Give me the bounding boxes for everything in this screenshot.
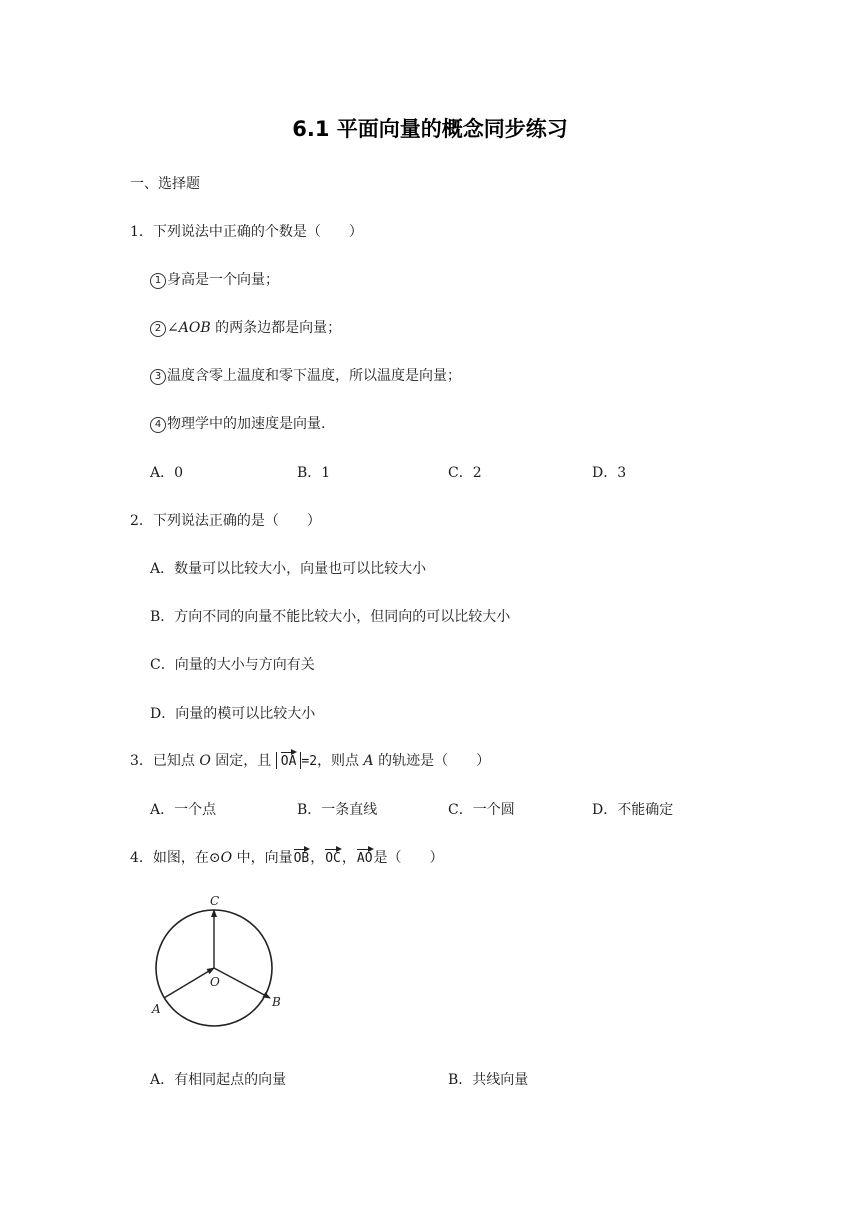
- question-1-item-4: [150, 413, 325, 433]
- stem-text: 固定，且: [210, 753, 276, 769]
- point-a: A: [363, 753, 374, 769]
- vector-magnitude: [276, 752, 302, 769]
- label-c: C: [210, 894, 220, 908]
- item-text: 温度含零上温度和零下温度，所以温度是向量；: [167, 368, 461, 384]
- question-1-item-3: [150, 365, 461, 385]
- question-1-option-c[interactable]: C．2: [448, 465, 482, 481]
- stem-text: 中，向量: [232, 850, 293, 866]
- vector-ao: AO: [356, 851, 373, 866]
- question-1-stem: 1．下列说法中正确的个数是（ ）: [130, 224, 363, 240]
- label-o: O: [210, 975, 220, 989]
- stem-text: ，则点: [317, 753, 364, 769]
- item-text: 身高是一个向量；: [167, 272, 279, 288]
- question-2-option-c[interactable]: C．向量的大小与方向有关: [150, 657, 315, 673]
- question-1-option-d[interactable]: D．3: [592, 465, 627, 481]
- question-2-option-d[interactable]: D．向量的模可以比较大小: [150, 706, 316, 722]
- circled-number: 4: [150, 417, 166, 433]
- angle-symbol: ∠: [167, 320, 179, 336]
- separator: ，: [310, 850, 325, 866]
- question-3-option-b[interactable]: B．一条直线: [297, 802, 378, 818]
- angle-name: AOB: [178, 320, 211, 336]
- question-3-stem: [130, 750, 490, 770]
- circled-number: 1: [150, 273, 166, 289]
- question-1-option-a[interactable]: A．0: [150, 465, 184, 481]
- vector-oc: OC: [325, 851, 341, 866]
- label-b: B: [272, 995, 281, 1009]
- vector-oa: OA: [280, 754, 297, 769]
- question-4-stem: [130, 847, 444, 867]
- point-o: O: [220, 850, 233, 866]
- question-3-option-d[interactable]: D．不能确定: [592, 802, 674, 818]
- circled-number: 3: [150, 369, 166, 385]
- circled-number: 2: [150, 321, 166, 337]
- question-1-option-b[interactable]: B．1: [297, 465, 331, 481]
- question-2-option-a[interactable]: A．数量可以比较大小，向量也可以比较大小: [150, 561, 427, 577]
- separator: ，: [341, 850, 356, 866]
- vector-ob: OB: [293, 851, 310, 866]
- question-1-item-2: [150, 317, 341, 337]
- stem-text: 4．如图，在⊙: [130, 850, 221, 866]
- stem-text: 3．已知点: [130, 753, 200, 769]
- question-3-option-a[interactable]: A．一个点: [150, 802, 217, 818]
- page-title: 6.1 平面向量的概念同步练习: [292, 117, 568, 141]
- item-text: 的两条边都是向量；: [215, 320, 342, 336]
- question-3-option-c[interactable]: C．一个圆: [448, 802, 515, 818]
- stem-text: 的轨迹是（ ）: [373, 753, 491, 769]
- item-text: 物理学中的加速度是向量.: [167, 416, 326, 432]
- equals-value: =2: [301, 754, 318, 769]
- section-heading: 一、选择题: [130, 176, 200, 192]
- question-1-item-1: [150, 269, 279, 289]
- circle-vector-figure: [148, 888, 290, 1038]
- vector-ao-arrow: [164, 968, 214, 998]
- stem-text: 是（ ）: [373, 850, 444, 866]
- question-2-option-b[interactable]: B．方向不同的向量不能比较大小，但同向的可以比较大小: [150, 609, 511, 625]
- question-4-option-a[interactable]: A．有相同起点的向量: [150, 1072, 287, 1088]
- point-o: O: [199, 753, 211, 769]
- question-4-option-b[interactable]: B．共线向量: [448, 1072, 529, 1088]
- question-2-stem: 2．下列说法正确的是（ ）: [130, 513, 321, 529]
- label-a: A: [152, 1002, 161, 1016]
- vector-ob-arrow: [214, 968, 270, 998]
